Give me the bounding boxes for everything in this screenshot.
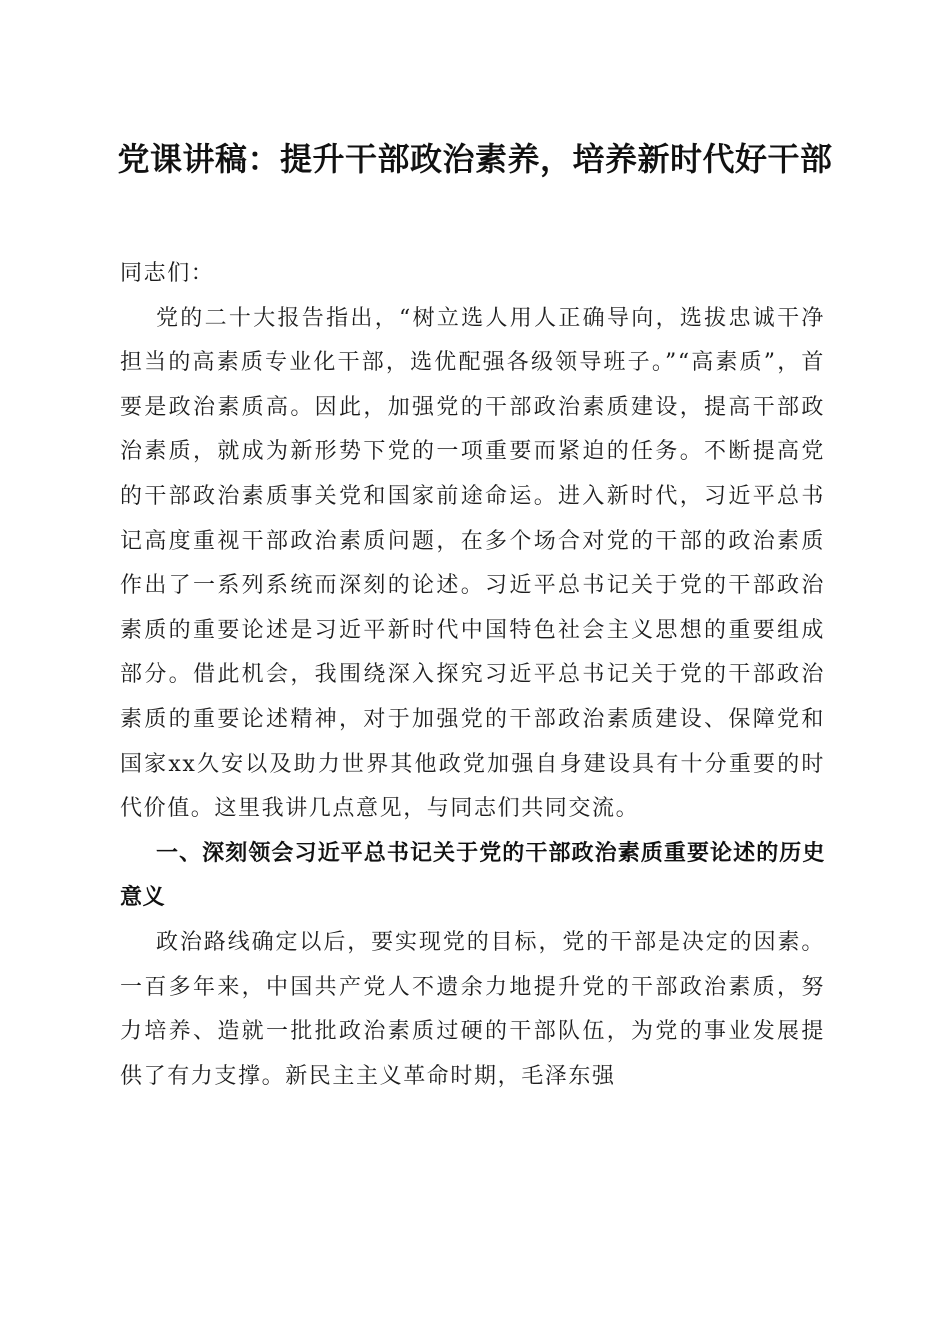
section-heading-1: 一、深刻领会习近平总书记关于党的干部政治素质重要论述的历史意义 — [120, 840, 825, 911]
document-body — [120, 252, 825, 1099]
paragraph-intro: 党的二十大报告指出，“树立选人用人正确导向，选拔忠诚干净担当的高素质专业化干部，选优配强各级领导班子。”“高素质”，首要是政治素质高。因此，加强党的干部政治素质建设，提高干部政治素质，就成为新形势下党的一项重要而紧迫的任务。不断提高党的干部政治素质事关党和国家前途命运。进入新时代，习近平总书记高度重视干部政治素质问题，在多个场合对党的干部的政治素质作出了一系列系统而深刻的论述。习近平总书记关于党的干部政治素质的重要论述是习近平新时代中国特色社会主义思想的重要组成部分。借此机会，我围绕深入探究习近平总书记关于党的干部政治素质的重要论述精神，对于加强党的干部政治素质建设、保障党和国家xx久安以及助力世界其他政党加强自身建设具有十分重要的时代价值。这里我讲几点意见，与同志们共同交流。 — [120, 305, 825, 822]
document-title: 党课讲稿：提升干部政治素养，培养新时代好干部 — [117, 140, 833, 178]
salutation: 同志们： — [120, 261, 215, 286]
paragraph-section-1: 政治路线确定以后，要实现党的目标，党的干部是决定的因素。一百多年来，中国共产党人不遗余力地提升党的干部政治素质，努力培养、造就一批批政治素质过硬的干部队伍，为党的事业发展提供了有力支撑。新民主主义革命时期，毛泽东强 — [120, 929, 825, 1089]
